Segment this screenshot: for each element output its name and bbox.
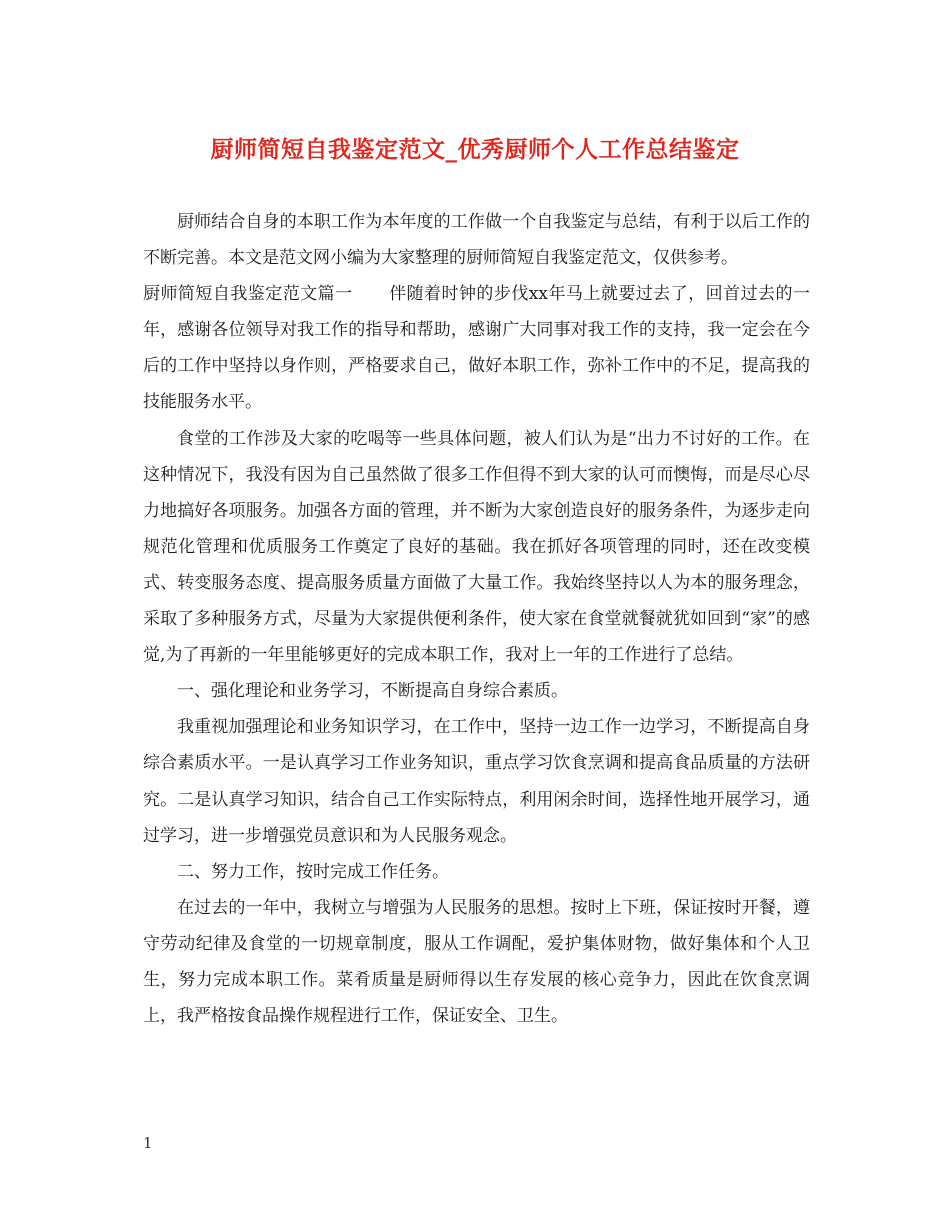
paragraph-study: 我重视加强理论和业务知识学习，在工作中，坚持一边工作一边学习，不断提高自身综合素质水平。一是认真学习工作业务知识，重点学习饮食烹调和提高食品质量的方法研究。二是认真学习知识，结合自己工作实际特点，利用闲余时间，选择性地开展学习，通过学习，进一步增强党员意识和为人民服务观念。 (143, 717, 810, 846)
paragraph-canteen-work: 食堂的工作涉及大家的吃喝等一些具体问题，被人们认为是“出力不讨好的工作。在这种情况下，我没有因为自己虽然做了很多工作但得不到大家的认可而懊悔，而是尽心尽力地搞好各项服务。加强各方面的管理，并不断为大家创造良好的服务条件，为逐步走向规范化管理和优质服务工作奠定了良好的基础。我在抓好各项管理的同时，还在改变模式、转变服务态度、提高服务质量方面做了大量工作。我始终坚持以人为本的服务理念，采取了多种服务方式，尽量为大家提供便利条件，使大家在食堂就餐就犹如回到“家”的感觉,为了再新的一年里能够更好的完成本职工作，我对上一年的工作进行了总结。 (143, 428, 810, 666)
section-paragraph (143, 276, 810, 420)
intro-paragraph: 厨师结合自身的本职工作为本年度的工作做一个自我鉴定与总结，有利于以后工作的不断完善。本文是范文网小编为大家整理的厨师简短自我鉴定范文，仅供参考。 (143, 212, 810, 269)
document-title: 厨师简短自我鉴定范文_优秀厨师个人工作总结鉴定 (210, 137, 740, 163)
document-body (143, 204, 810, 1034)
heading-study: 一、强化理论和业务学习，不断提高自身综合素质。 (177, 681, 568, 702)
heading-work: 二、努力工作，按时完成工作任务。 (177, 861, 449, 882)
section-first-paragraph: 伴随着时钟的步伐xx年马上就要过去了，回首过去的一年，感谢各位领导对我工作的指导和帮助，感谢广大同事对我工作的支持，我一定会在今后的工作中坚持以身作则，严格要求自己，做好本职工作，弥补工作中的不足，提高我的技能服务水平。 (143, 284, 810, 413)
section-heading: 厨师简短自我鉴定范文篇一 (143, 284, 353, 305)
page-number: 1 (143, 1134, 153, 1152)
paragraph-work: 在过去的一年中，我树立与增强为人民服务的思想。按时上下班，保证按时开餐，遵守劳动纪律及食堂的一切规章制度，服从工作调配，爱护集体财物，做好集体和个人卫生，努力完成本职工作。菜肴质量是厨师得以生存发展的核心竞争力，因此在饮食烹调上，我严格按食品操作规程进行工作，保证安全、卫生。 (143, 897, 810, 1027)
